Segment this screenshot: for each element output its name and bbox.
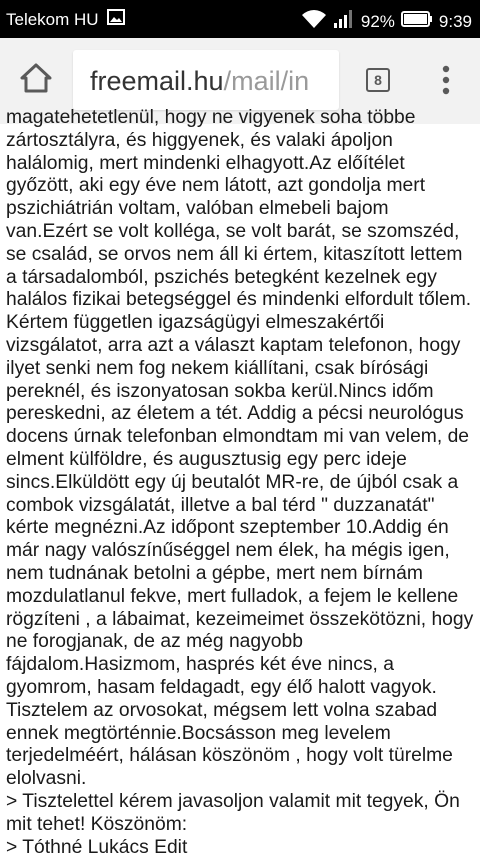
home-icon	[19, 62, 53, 99]
carrier-name: Telekom HU	[6, 10, 99, 30]
tabs-icon: 8	[374, 72, 382, 88]
battery-icon	[401, 10, 433, 33]
status-bar-right	[301, 9, 472, 34]
url-domain: freemail.hu	[90, 66, 224, 96]
quoted-line: > Tisztelettel kérem javasoljon valamit mit tegyek, Ön mit tehet! Köszönöm:	[6, 791, 474, 837]
tabs-button[interactable]	[366, 68, 390, 92]
url-path: /mail/in	[224, 66, 310, 96]
overflow-menu-button[interactable]	[430, 64, 462, 100]
email-body	[0, 124, 480, 854]
wifi-icon	[301, 9, 327, 34]
clock-time: 9:39	[439, 12, 472, 32]
status-bar	[0, 0, 480, 38]
url-bar[interactable]	[73, 50, 339, 110]
url-text	[90, 67, 309, 95]
email-text	[6, 107, 474, 859]
battery-percentage: 92%	[361, 12, 395, 32]
image-icon	[107, 9, 125, 30]
status-bar-left	[6, 9, 125, 30]
email-paragraph: magatehetetlenül, hogy ne vigyenek soha többe zártosztályra, és higgyenek, és valaki ápoljon halálomig, mert mindenki elhagyott.Az előítélet győzött, aki egy éve nem látott, azt gondolja mert pszichiátrián voltam, valóban elmebeli bajom van.Ezért se volt kolléga, se volt barát, se szomszéd, se család, se orvos nem áll ki értem, kitaszított lettem a társadalomból, pszichés betegként kezelnek egy halálos fizikai betegséggel és mindenki elfordult tőlem. Kértem független igazságügyi elmeszakértői vizsgálatot, arra azt a választ kaptam telefonon, hogy ilyet senki nem fog nekem kiállítani, csak bírósági pereknél, és iszonyatosan sokba kerül.Nincs időm pereskedni, az életem a tét. Addig a pécsi neurológus docens úrnak telefonban elmondtam mi van velem, de elment külföldre, és augusztusig egy perc ideje sincs.Elküldött egy új beutalót MR-re, de újból csak a combok vizsgálatát, illetve a bal térd " duzzanatát" kérte megnézni.Az időpont szeptember 10.Addig én már nagy valószínűséggel nem élek, ha mégis igen, nem tudnának betolni a gépbe, mert nem bírnám mozdulatlanul fekve, mert fulladok, a fejem le kellene rögzíteni , a lábaimat, kezeimeimet összekötözni, hogy ne forogjanak, de az még nagyobb fájdalom.Hasizmom, hasprés két éve nincs, a gyomrom, hasam feldagadt, egy élő halott vagyok. Tisztelem az orvosokat, mégsem lett volna szabad ennek megtörténnie.Bocsásson meg levelem terjedelméért, hálásan köszönöm , hogy volt türelme elolvasni.	[6, 107, 473, 789]
overflow-menu-icon	[442, 65, 450, 100]
quoted-signature: > Tóthné Lukács Edit	[6, 837, 474, 859]
home-button[interactable]	[16, 60, 56, 100]
signal-icon	[333, 9, 355, 34]
